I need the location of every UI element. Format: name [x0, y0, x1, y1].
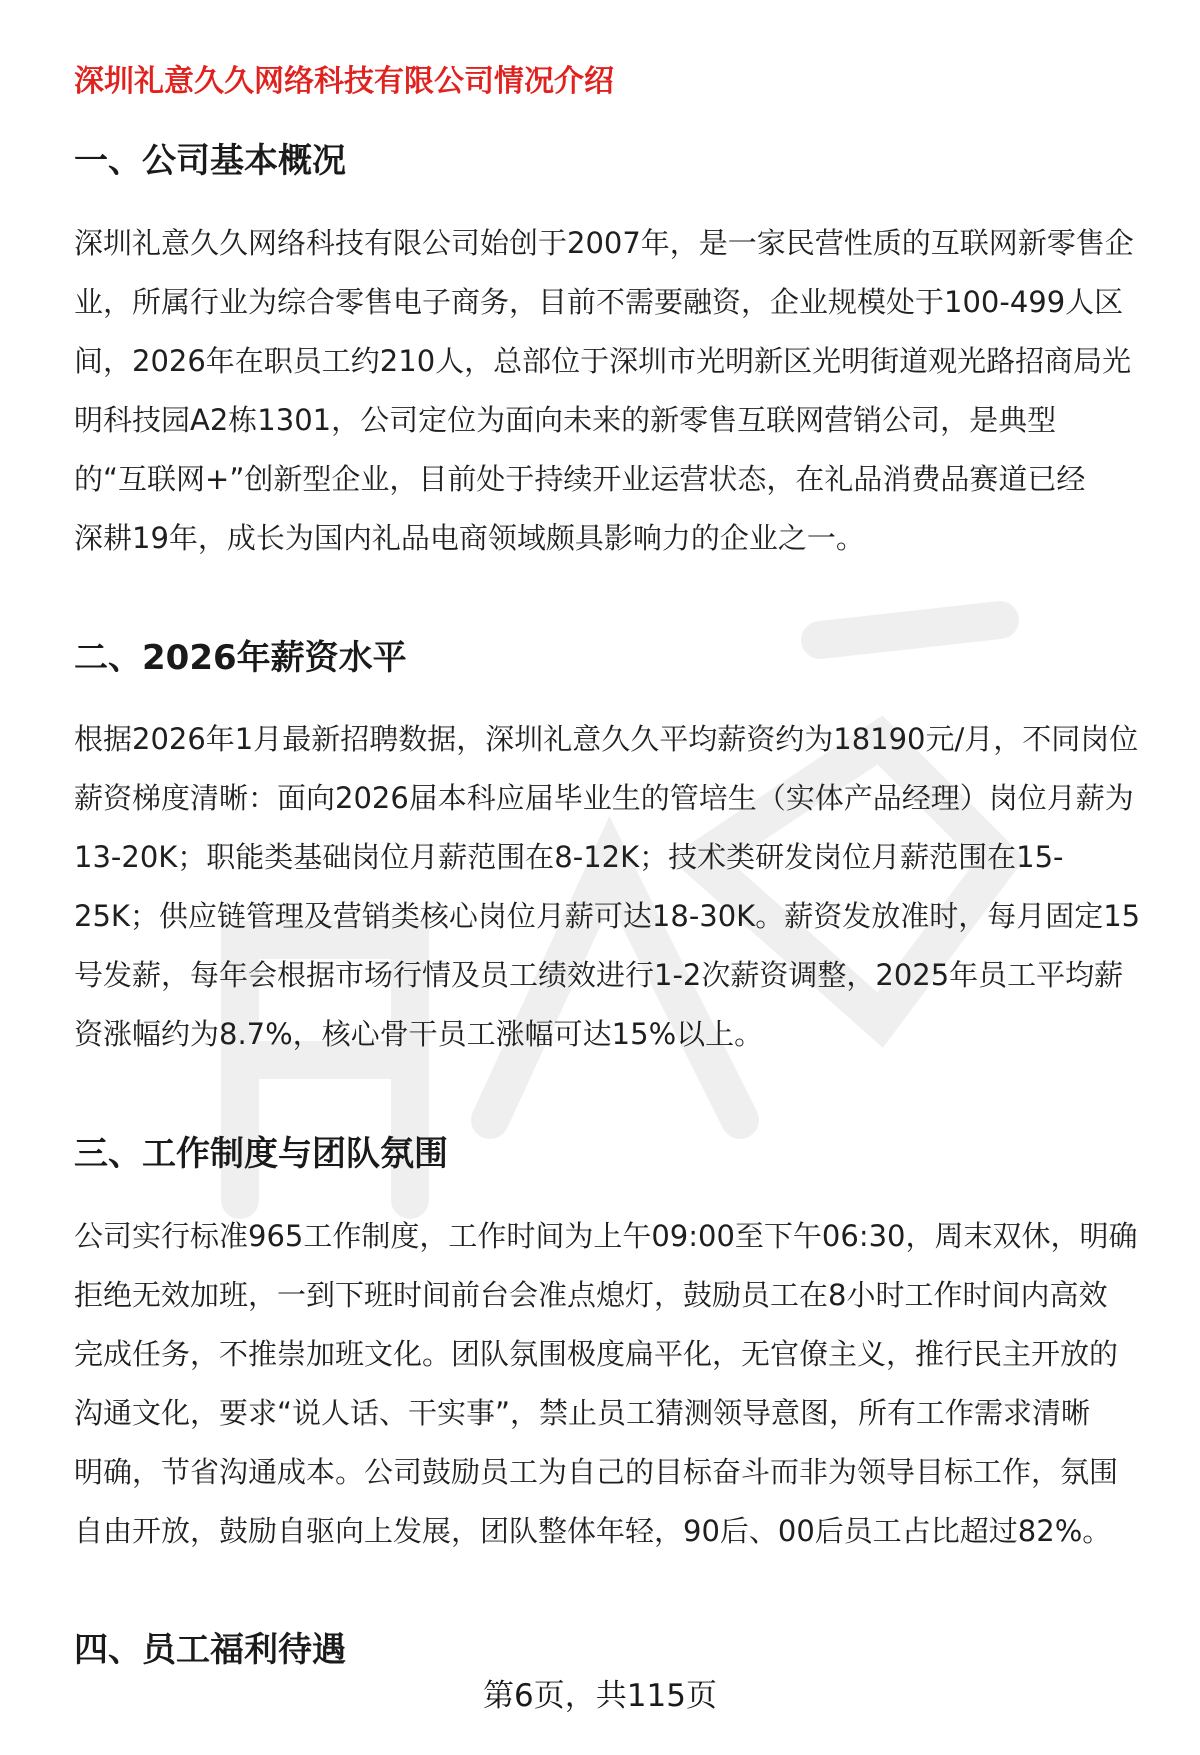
- section-paragraph-work-system: [74, 1207, 1164, 1561]
- section-paragraph-company-overview: [74, 214, 1164, 568]
- section-paragraph-salary: [74, 710, 1164, 1064]
- section-heading-salary: 二、2026年薪资水平: [74, 638, 407, 678]
- paragraph-line: 深耕19年，成长为国内礼品电商领域颇具影响力的企业之一。: [74, 521, 865, 555]
- paragraph-line: 薪资梯度清晰：面向2026届本科应届毕业生的管培生（实体产品经理）岗位月薪为: [74, 781, 1134, 815]
- paragraph-line: 沟通文化，要求“说人话、干实事”，禁止员工猜测领导意图，所有工作需求清晰: [74, 1396, 1091, 1430]
- paragraph-line: 13-20K；职能类基础岗位月薪范围在8-12K；技术类研发岗位月薪范围在15-: [74, 840, 1064, 874]
- paragraph-line: 资涨幅约为8.7%，核心骨干员工涨幅可达15%以上。: [74, 1017, 764, 1051]
- section-heading-benefits: 四、员工福利待遇: [74, 1630, 346, 1670]
- paragraph-line: 自由开放，鼓励自驱向上发展，团队整体年轻，90后、00后员工占比超过82%。: [74, 1514, 1112, 1548]
- section-heading-company-overview: 一、公司基本概况: [74, 141, 346, 181]
- section-heading-work-system: 三、工作制度与团队氛围: [74, 1134, 448, 1174]
- paragraph-line: 完成任务，不推崇加班文化。团队氛围极度扁平化，无官僚主义，推行民主开放的: [74, 1337, 1119, 1371]
- document-title: 深圳礼意久久网络科技有限公司情况介绍: [74, 64, 614, 99]
- paragraph-line: 间，2026年在职员工约210人，总部位于深圳市光明新区光明街道观光路招商局光: [74, 344, 1132, 378]
- page-number-footer: 第6页，共115页: [483, 1678, 717, 1714]
- paragraph-line: 25K；供应链管理及营销类核心岗位月薪可达18-30K。薪资发放准时，每月固定15: [74, 899, 1141, 933]
- paragraph-line: 明科技园A2栋1301，公司定位为面向未来的新零售互联网营销公司，是典型: [74, 403, 1057, 437]
- paragraph-line: 明确，节省沟通成本。公司鼓励员工为自己的目标奋斗而非为领导目标工作，氛围: [74, 1455, 1119, 1489]
- paragraph-line: 深圳礼意久久网络科技有限公司始创于2007年，是一家民营性质的互联网新零售企: [74, 226, 1134, 260]
- paragraph-line: 号发薪，每年会根据市场行情及员工绩效进行1-2次薪资调整，2025年员工平均薪: [74, 958, 1124, 992]
- paragraph-line: 公司实行标准965工作制度，工作时间为上午09:00至下午06:30，周末双休，明确: [74, 1219, 1138, 1253]
- paragraph-line: 业，所属行业为综合零售电子商务，目前不需要融资，企业规模处于100-499人区: [74, 285, 1124, 319]
- paragraph-line: 根据2026年1月最新招聘数据，深圳礼意久久平均薪资约为18190元/月，不同岗位: [74, 722, 1139, 756]
- paragraph-line: 的“互联网+”创新型企业，目前处于持续开业运营状态，在礼品消费品赛道已经: [74, 462, 1086, 496]
- paragraph-line: 拒绝无效加班，一到下班时间前台会准点熄灯，鼓励员工在8小时工作时间内高效: [74, 1278, 1108, 1312]
